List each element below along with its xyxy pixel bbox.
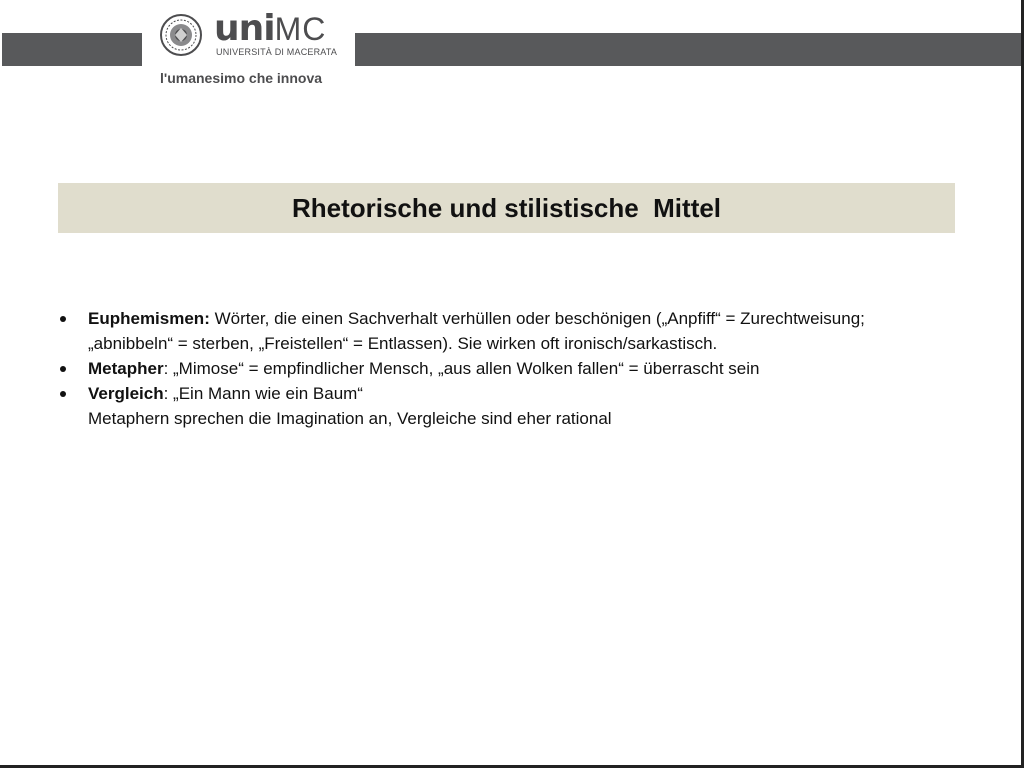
- bullet-term: Metapher: [88, 359, 164, 378]
- brand-uni: uni: [214, 8, 275, 49]
- header-bar-left: [2, 33, 142, 66]
- bullet-icon: [60, 391, 66, 397]
- title-band: [58, 183, 955, 233]
- brand-wordmark: [214, 8, 327, 49]
- bullet-text: Wörter, die einen Sachverhalt verhüllen oder beschönigen („Anpfiff“ = Zurechtweisung; „abnibbeln“ = sterben, „Freistellen“ = Entlassen). Sie wirken oft ironisch/sarkastisch.: [88, 309, 865, 353]
- university-logo: [144, 0, 354, 94]
- bullet-text: : „Mimose“ = empfindlicher Mensch, „aus allen Wolken fallen“ = überrascht sein: [163, 359, 760, 378]
- bullet-icon: [60, 366, 66, 372]
- bullet-icon: [60, 316, 66, 322]
- university-motto: l'umanesimo che innova: [160, 70, 323, 86]
- brand-mc: MC: [274, 11, 327, 47]
- bullet-text: : „Ein Mann wie ein Baum“: [163, 384, 363, 403]
- header-bar-right: [355, 33, 1021, 66]
- bullet-term: Vergleich: [88, 384, 164, 403]
- list-item: [60, 356, 930, 381]
- bullet-term: Euphemismen:: [88, 309, 210, 328]
- university-seal-icon: [160, 14, 202, 56]
- list-item: [60, 381, 930, 431]
- bullet-continuation: Metaphern sprechen die Imagination an, Vergleiche sind eher rational: [88, 409, 612, 428]
- list-item: [60, 306, 930, 356]
- bullet-list: [60, 306, 930, 431]
- slide-title: Rhetorische und stilistische Mittel: [291, 192, 722, 223]
- brand-subline: UNIVERSITÀ DI MACERATA: [216, 47, 338, 57]
